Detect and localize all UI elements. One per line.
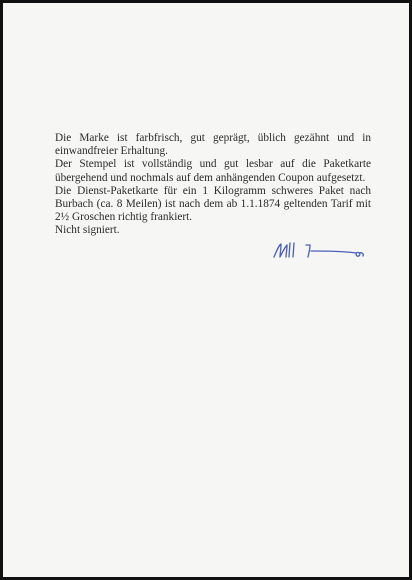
paragraph-condition: Die Marke ist farbfrisch, gut geprägt, üblich gezähnt und in einwandfreier Erhaltung. [55, 132, 371, 158]
document-page [3, 3, 409, 577]
paragraph-not-signed: Nicht signiert. [55, 224, 120, 237]
handwritten-signature [270, 238, 374, 264]
paragraph-postmark: Der Stempel ist vollständig und gut lesbar auf die Paketkarte übergehend und nochmals auf dem anhängenden Coupon aufgesetzt. [55, 158, 371, 184]
certificate-text [55, 132, 371, 238]
paragraph-tariff: Die Dienst-Paketkarte für ein 1 Kilogramm schweres Paket nach Burbach (ca. 8 Meilen) ist nach dem ab 1.1.1874 geltenden Tarif mit 2½ Groschen richtig frankiert. [55, 184, 371, 224]
